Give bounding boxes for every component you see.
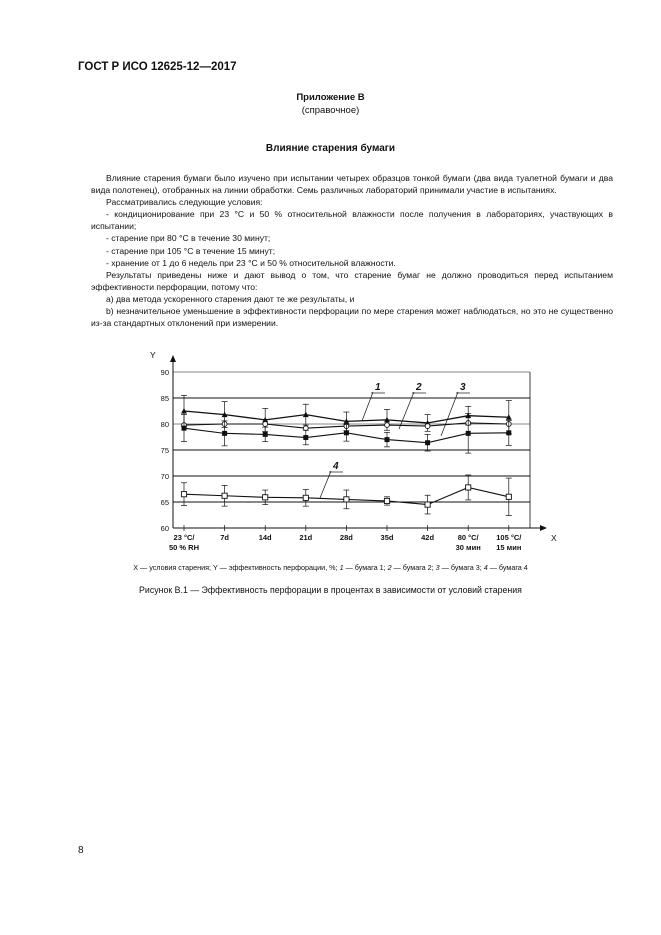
series-4-point xyxy=(344,497,349,502)
series-3-point xyxy=(385,437,390,442)
y-tick-label: 85 xyxy=(160,393,169,403)
series-4-point xyxy=(384,498,389,503)
appendix-subtitle: (справочное) xyxy=(301,105,360,116)
series-2-point xyxy=(385,423,390,428)
figure-caption: Рисунок В.1 — Эффективность перфорации в процентах в зависимости от условий старения xyxy=(139,585,522,595)
series-3-point xyxy=(506,430,511,435)
curve-label-3: 3 xyxy=(460,382,466,393)
legend-item-4-num: 4 xyxy=(483,563,488,572)
series-4-point xyxy=(303,495,308,500)
paragraph-conditions: Рассматривались следующие условия: xyxy=(106,197,263,208)
x-tick-label: 21d xyxy=(299,533,313,542)
legend-item-2-num: 2 xyxy=(387,563,392,572)
y-tick-label: 90 xyxy=(160,367,169,377)
list-item-aging-105: - старение при 105 °С в течение 15 минут; xyxy=(106,245,276,256)
curve-leader-1 xyxy=(362,392,373,421)
perforation-efficiency-chart xyxy=(130,348,560,558)
x-tick-label: 14d xyxy=(258,533,272,542)
legend-item-3-text: — бумага 3; xyxy=(441,563,482,572)
series-3-point xyxy=(303,435,308,440)
list-item-conditioning: - кондиционирование при 23 °С и 50 % относительной влажности после получения в лабораториях, участвующих в испытании; xyxy=(91,209,613,232)
x-axis-label: X xyxy=(551,533,557,543)
list-item-storage: - хранение от 1 до 6 недель при 23 °С и 50 % относительной влажности. xyxy=(106,257,396,268)
curve-leader-4 xyxy=(320,471,331,498)
series-4-point xyxy=(466,485,471,490)
x-tick-label: 35d xyxy=(380,533,394,542)
x-tick-label: 7d xyxy=(220,533,229,542)
legend-item-1-num: 1 xyxy=(339,563,344,572)
series-4-point xyxy=(425,502,430,507)
figure-legend xyxy=(0,563,661,572)
y-tick-label: 80 xyxy=(160,419,169,429)
x-tick-label: 80 °C/ xyxy=(457,533,479,542)
y-tick-label: 70 xyxy=(160,471,169,481)
legend-item-2-text: — бумага 2; xyxy=(393,563,434,572)
y-tick-label: 65 xyxy=(160,497,169,507)
y-axis-label: Y xyxy=(150,350,156,360)
x-tick-label: 28d xyxy=(339,533,353,542)
y-axis-arrow xyxy=(170,355,176,362)
appendix-title: Приложение В xyxy=(296,92,365,103)
series-4-point xyxy=(506,494,511,499)
x-tick-label: 23 °C/ xyxy=(173,533,195,542)
x-axis-arrow xyxy=(540,525,547,531)
x-tick-label: 50 % RH xyxy=(168,543,200,552)
document-header: ГОСТ Р ИСО 12625-12—2017 xyxy=(78,61,237,73)
list-item-b: b) незначительное уменьшение в эффективности перфорации по мере старения может наблюдаться, но это не существенно из-за стандартных отклонений при измерении. xyxy=(91,306,613,329)
series-3-point xyxy=(425,440,430,445)
legend-x-prefix: Х xyxy=(133,563,139,572)
list-item-a: а) два метода ускоренного старения дают те же результаты, и xyxy=(106,293,355,304)
series-3-point xyxy=(466,431,471,436)
x-tick-label: 42d xyxy=(421,533,435,542)
list-item-aging-80: - старение при 80 °С в течение 30 минут; xyxy=(106,233,271,244)
curve-leader-3 xyxy=(441,392,458,436)
curve-label-4: 4 xyxy=(333,461,339,472)
series-3-point xyxy=(182,426,187,431)
curve-label-1: 1 xyxy=(375,382,381,393)
series-4-point xyxy=(222,493,227,498)
series-4-point xyxy=(181,492,186,497)
series-3-point xyxy=(344,430,349,435)
section-title: Влияние старения бумаги xyxy=(265,143,396,154)
x-tick-label: 105 °C/ xyxy=(496,533,522,542)
paragraph-results: Результаты приведены ниже и дают вывод о том, что старение бумаг не должно проводиться перед испытанием эффективности перфорации, потому что: xyxy=(91,269,613,292)
y-tick-label: 75 xyxy=(160,445,169,455)
body-text xyxy=(91,172,613,329)
series-3-point xyxy=(263,432,268,437)
legend-item-4-text: — бумага 4 xyxy=(489,563,528,572)
appendix-heading xyxy=(0,91,661,117)
series-4-point xyxy=(263,495,268,500)
paragraph-intro: Влияние старения бумаги было изучено при испытании четырех образцов тонкой бумаги (два вида туалетной бумаги и два вида полотенец), отобранных на линии обработки. Семь различных лабораторий принимали участие в испытаниях. xyxy=(91,173,613,196)
curve-label-2: 2 xyxy=(416,382,422,393)
x-tick-label: 15 мин xyxy=(496,543,522,552)
legend-axes-text: — условия старения; Y — эффективность перфорации, %; xyxy=(140,563,338,572)
legend-item-3-num: 3 xyxy=(435,563,440,572)
page-number: 8 xyxy=(78,845,84,856)
legend-item-1-text: — бумага 1; xyxy=(345,563,386,572)
series-2-point xyxy=(263,422,268,427)
y-tick-label: 60 xyxy=(160,523,169,533)
series-2-point xyxy=(425,424,430,429)
series-2-point xyxy=(303,426,308,431)
x-tick-label: 30 мин xyxy=(455,543,481,552)
series-3-point xyxy=(222,431,227,436)
